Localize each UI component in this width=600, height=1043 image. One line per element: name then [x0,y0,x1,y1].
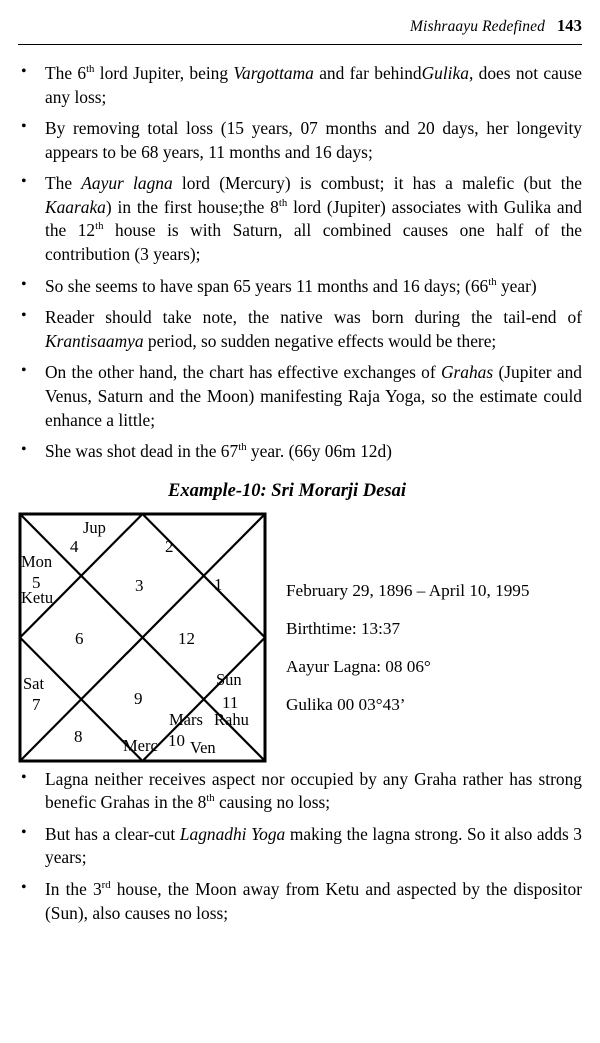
example-heading: Example-10: Sri Morarji Desai [168,480,406,501]
ordinal-suffix: th [488,275,497,288]
house-12-number: 12 [178,628,195,648]
text-run: year) [496,275,537,296]
example-chart-block [18,512,582,768]
aayur-lagna: Aayur Lagna: 08 06° [286,657,431,677]
text-run: lord (Jupiter) associates with Gulika and the 12 [45,196,582,241]
text-run: , [468,63,474,83]
text-run: causing no loss; [214,792,331,813]
header-book-title: Mishraayu Redefined [410,18,545,35]
bullet-point-icon: • [21,362,27,380]
bullet-point-icon: • [21,275,27,293]
bullet-raja-yoga [18,361,582,432]
bullet-point-icon: • [21,441,27,459]
text-run: making the lagna strong. So it also adds 3 years; [45,823,582,868]
page-number: 143 [556,16,582,35]
birthtime: Birthtime: 13:37 [286,618,401,638]
planet-saturn-house-7: Sat [23,673,45,693]
text-run: and far behind [313,63,422,83]
birth-death-dates: February 29, 1896 – April 10, 1995 [286,580,530,600]
ordinal-suffix: th [278,197,288,210]
house-4-number: 4 [70,536,79,556]
bullet-shot-dead [18,440,582,464]
house-8-number: 8 [74,726,83,746]
text-run: She was shot dead in the 67 [45,441,239,462]
emphasis-term: Vargottama [233,63,314,83]
emphasis-term: Krantisaamya [45,330,144,351]
emphasis-term: Gulika [421,63,469,83]
planet-ketu-house-5: Ketu [21,587,54,607]
bullet-third-house-moon [18,878,582,925]
house-5-number: 5 [32,572,41,592]
text-run: house, the Moon away from Ketu and aspected by the dispositor (Sun), also causes no loss; [45,878,582,923]
text-run: (Jupiter and Venus, Saturn and the Moon) manifesting Raja Yoga, so the estimate could enhance a little; [45,362,582,430]
emphasis-term: Kaaraka [45,196,106,217]
ordinal-suffix: th [238,441,247,454]
bullet-aayur-lagna-lord [18,172,582,266]
planet-mercury-house-10: Merc [123,735,158,755]
house-11-number: 11 [222,692,239,712]
gulika: Gulika 00 03°43’ [286,695,406,715]
text-run: On the other hand, the chart has effective exchanges of [45,362,441,383]
bullet-jupiter-vargottama [18,62,582,109]
text-run: lord (Mercury) is combust; it has a malefic (but the [172,173,582,194]
text-run: does not cause any loss; [45,63,582,107]
planet-venus-house-10: Ven [190,737,216,757]
emphasis-term: Aayur lagna [81,173,173,194]
rasi-chart-diagram [18,512,267,763]
house-3-number: 3 [135,575,144,595]
bullet-span-65-years [18,275,582,299]
text-run: The [45,173,82,194]
ordinal-suffix: th [95,220,104,233]
bullet-list-after-example [18,768,582,925]
header-divider [18,44,582,45]
text-run: lord Jupiter, being [94,63,234,83]
text-run: house is with Saturn, all combined causes one half of the contribution (3 years); [45,220,582,265]
house-2-number: 2 [165,536,174,556]
bullet-point-icon: • [21,768,27,786]
text-run: Lagna neither receives aspect nor occupied by any Graha rather has strong benefic Grahas in the 8 [45,768,582,813]
text-run: Reader should take note, the native was born during the tail-end of [45,307,582,328]
text-run: But has a clear-cut [45,823,180,844]
bullet-total-loss [18,117,582,164]
planet-jupiter-house-4: Jup [83,517,106,537]
text-run: ) in the first house;the 8 [105,196,279,217]
house-7-number: 7 [32,694,41,714]
bullet-point-icon: • [21,307,27,325]
bullet-point-icon: • [21,173,27,191]
page-content [18,62,582,925]
ordinal-suffix: rd [101,879,111,892]
house-6-number: 6 [75,628,84,648]
bullet-point-icon: • [21,118,27,136]
birth-data-block [286,582,586,714]
text-run: In the 3 [45,878,102,899]
text-run: So she seems to have span 65 years 11 months and 16 days; (66 [45,275,489,296]
ordinal-suffix: th [206,792,215,805]
text-run: By removing total loss (15 years, 07 months and 20 days, her longevity appears to be 68 years, 11 months and 16 days; [45,118,582,162]
bullet-lagna-no-aspect [18,768,582,815]
bullet-point-icon: • [21,878,27,896]
text-run: period, so sudden negative effects would be there; [143,330,497,351]
page-header [18,16,582,46]
ordinal-suffix: th [86,63,95,76]
house-10-number: 10 [168,730,185,750]
bullet-list-before-example [18,62,582,464]
house-1-number: 1 [214,574,223,594]
planet-sun-house-11: Sun [216,669,242,689]
bullet-lagnadhi-yoga [18,823,582,870]
bullet-point-icon: • [21,63,27,80]
bullet-point-icon: • [21,823,27,841]
text-run: The 6 [45,63,87,83]
house-9-number: 9 [134,688,143,708]
text-run: year. (66y 06m 12d) [246,441,392,462]
planet-mars-house-10: Mars [169,709,203,729]
emphasis-term: Grahas [440,362,494,383]
planet-moon-house-5: Mon [21,551,53,571]
header-line [18,16,582,36]
bullet-krantisaamya [18,306,582,353]
emphasis-term: Lagnadhi Yoga [179,823,286,844]
planet-rahu-house-11: Rahu [214,709,249,729]
